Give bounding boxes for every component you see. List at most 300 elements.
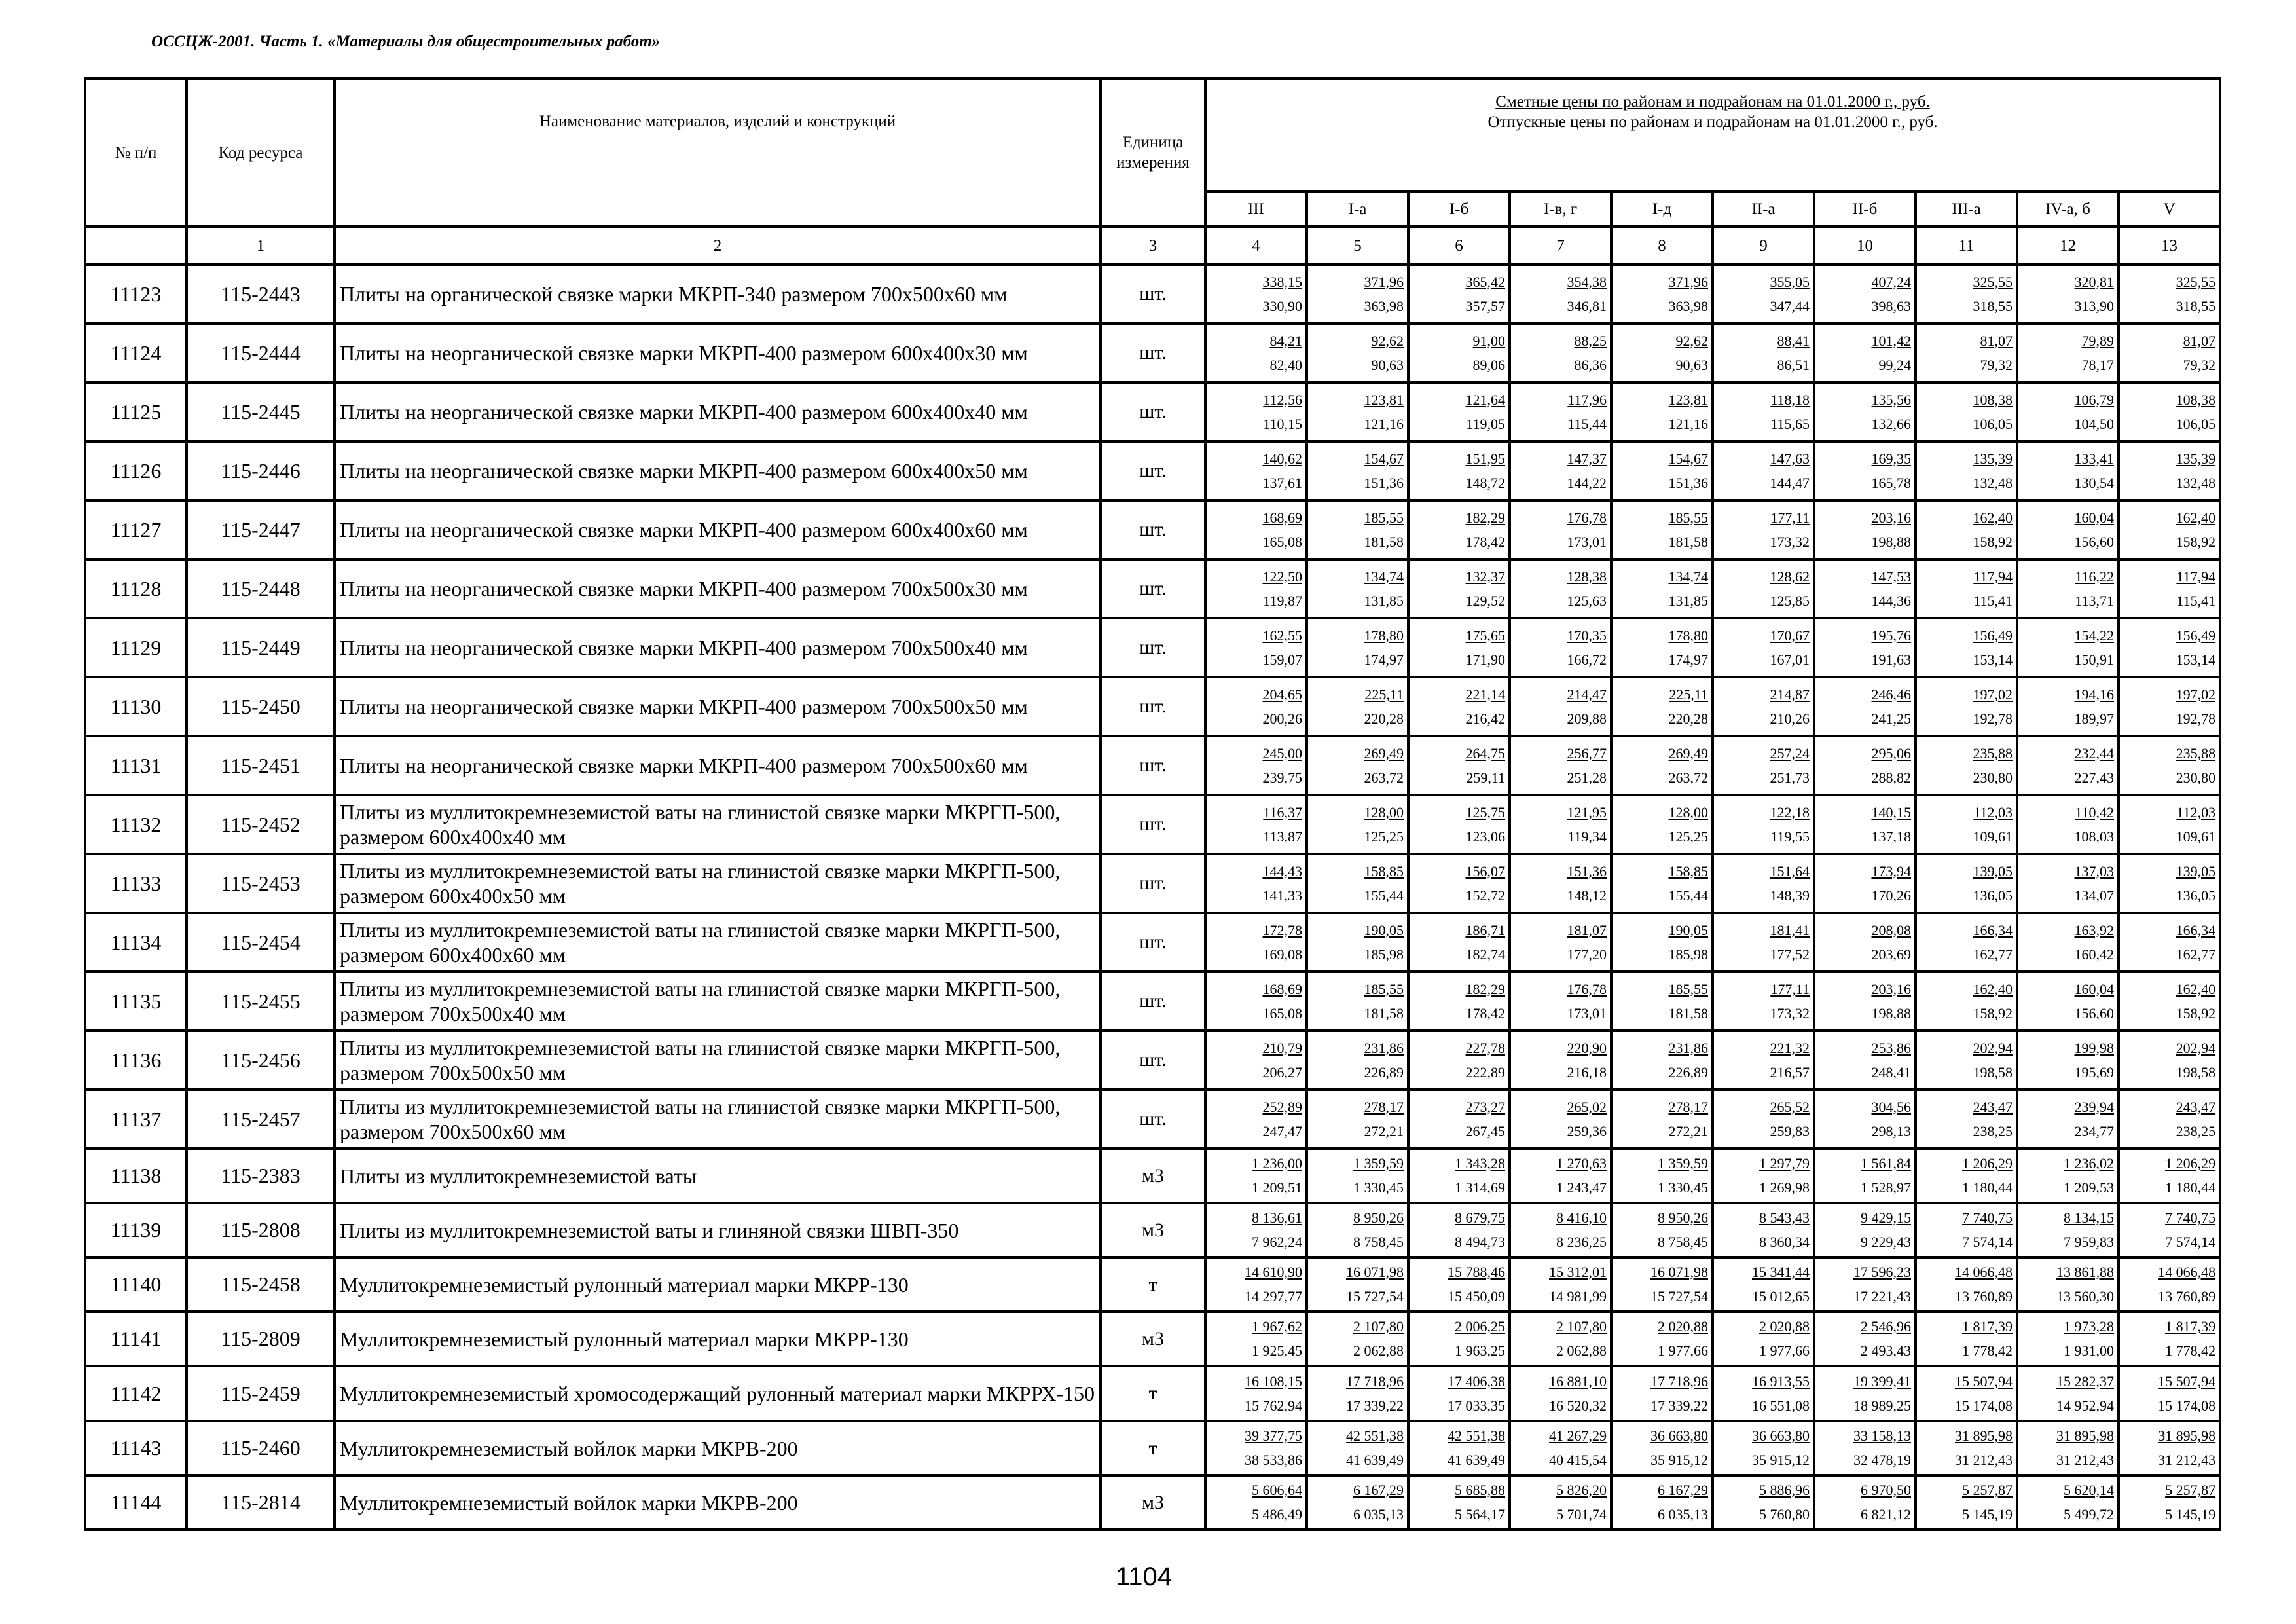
price-cell bbox=[1510, 1090, 1611, 1149]
price-cell bbox=[1713, 1257, 1814, 1312]
price-cell bbox=[2017, 1090, 2119, 1149]
estimate-price: 91,00 bbox=[1472, 332, 1505, 349]
estimate-price: 178,80 bbox=[1364, 627, 1404, 644]
release-price: 1 963,25 bbox=[1455, 1342, 1505, 1359]
release-price: 148,72 bbox=[1465, 474, 1505, 491]
release-price: 230,80 bbox=[1973, 769, 2013, 786]
col-header-prices bbox=[1205, 79, 2220, 191]
price-cell bbox=[1205, 265, 1307, 323]
estimate-price: 36 663,80 bbox=[1752, 1428, 1810, 1444]
release-price: 357,57 bbox=[1465, 297, 1505, 314]
estimate-price: 214,87 bbox=[1770, 686, 1810, 703]
row-number: 11133 bbox=[85, 854, 187, 913]
estimate-price: 1 561,84 bbox=[1861, 1155, 1911, 1172]
row-number: 11125 bbox=[85, 382, 187, 441]
price-cell bbox=[1510, 1312, 1611, 1366]
price-cell bbox=[1814, 1366, 1916, 1421]
release-price: 166,72 bbox=[1567, 651, 1607, 668]
estimate-price: 2 006,25 bbox=[1455, 1318, 1505, 1335]
release-price: 8 494,73 bbox=[1455, 1234, 1505, 1250]
release-price: 31 212,43 bbox=[1955, 1452, 2013, 1468]
release-price: 259,36 bbox=[1567, 1122, 1607, 1139]
row-number: 11143 bbox=[85, 1421, 187, 1475]
col-header-code: Код ресурса bbox=[187, 79, 335, 227]
unit-of-measure: шт. bbox=[1101, 677, 1205, 736]
price-cell bbox=[1814, 559, 1916, 618]
price-cell bbox=[1307, 1031, 1408, 1090]
material-name: Плиты из муллитокремнеземистой ваты и глиняной связки ШВП-350 bbox=[335, 1203, 1101, 1257]
release-price: 185,98 bbox=[1668, 946, 1708, 963]
row-number: 11144 bbox=[85, 1475, 187, 1530]
release-price: 195,69 bbox=[2074, 1063, 2114, 1080]
release-price: 6 035,13 bbox=[1658, 1506, 1708, 1522]
release-price: 7 574,14 bbox=[2165, 1234, 2216, 1250]
price-cell bbox=[1307, 736, 1408, 795]
column-index: 6 bbox=[1408, 227, 1510, 265]
estimate-price: 15 341,44 bbox=[1752, 1264, 1810, 1280]
price-cell bbox=[1814, 1090, 1916, 1149]
price-cell bbox=[1205, 1090, 1307, 1149]
price-cell bbox=[2017, 1312, 2119, 1366]
column-index: 12 bbox=[2017, 227, 2119, 265]
release-price: 318,55 bbox=[2176, 297, 2216, 314]
estimate-price: 132,37 bbox=[1465, 568, 1505, 585]
price-cell bbox=[1713, 1090, 1814, 1149]
release-price: 17 221,43 bbox=[1853, 1288, 1911, 1304]
release-price: 158,92 bbox=[1973, 533, 2013, 550]
estimate-price: 1 973,28 bbox=[2064, 1318, 2114, 1335]
estimate-price: 160,04 bbox=[2074, 980, 2114, 997]
resource-code: 115-2808 bbox=[187, 1203, 335, 1257]
estimate-price: 123,81 bbox=[1364, 391, 1404, 408]
estimate-price: 112,56 bbox=[1263, 391, 1302, 408]
estimate-price: 5 886,96 bbox=[1759, 1482, 1810, 1498]
column-index: 13 bbox=[2119, 227, 2220, 265]
col-header-num: № п/п bbox=[85, 79, 187, 227]
release-price: 16 551,08 bbox=[1752, 1397, 1810, 1414]
release-price: 13 760,89 bbox=[2158, 1288, 2216, 1304]
release-price: 178,42 bbox=[1465, 533, 1505, 550]
price-cell bbox=[2119, 1421, 2220, 1475]
release-price: 6 821,12 bbox=[1861, 1506, 1911, 1522]
price-cell bbox=[1713, 323, 1814, 382]
price-cell bbox=[1611, 1421, 1713, 1475]
price-cell bbox=[1307, 382, 1408, 441]
estimate-price: 92,62 bbox=[1371, 332, 1404, 349]
price-cell bbox=[1408, 677, 1510, 736]
estimate-price: 156,07 bbox=[1465, 862, 1505, 879]
release-price: 78,17 bbox=[2081, 356, 2114, 373]
resource-code: 115-2460 bbox=[187, 1421, 335, 1475]
estimate-price: 197,02 bbox=[1973, 686, 2013, 703]
price-cell bbox=[1205, 1366, 1307, 1421]
estimate-price: 128,38 bbox=[1567, 568, 1607, 585]
material-name: Плиты на неорганической связке марки МКРП-400 размером 700х500х40 мм bbox=[335, 618, 1101, 677]
estimate-price: 190,05 bbox=[1668, 921, 1708, 938]
release-price: 181,58 bbox=[1668, 1005, 1708, 1022]
estimate-price: 214,47 bbox=[1567, 686, 1607, 703]
release-price: 151,36 bbox=[1668, 474, 1708, 491]
release-price: 2 493,43 bbox=[1861, 1342, 1911, 1359]
price-cell bbox=[1307, 913, 1408, 972]
price-cell bbox=[1205, 736, 1307, 795]
release-price: 216,18 bbox=[1567, 1063, 1607, 1080]
unit-of-measure: шт. bbox=[1101, 1090, 1205, 1149]
estimate-price: 79,89 bbox=[2081, 332, 2114, 349]
release-price: 136,05 bbox=[1973, 887, 2013, 904]
release-price: 136,05 bbox=[2176, 887, 2216, 904]
release-price: 8 758,45 bbox=[1658, 1234, 1708, 1250]
price-cell bbox=[1611, 795, 1713, 854]
price-cell bbox=[1713, 677, 1814, 736]
estimate-price: 177,11 bbox=[1770, 980, 1810, 997]
col-header-name: Наименование материалов, изделий и конструкций bbox=[335, 79, 1101, 227]
release-price: 31 212,43 bbox=[2158, 1452, 2216, 1468]
price-cell bbox=[1408, 736, 1510, 795]
row-number: 11142 bbox=[85, 1366, 187, 1421]
table-row bbox=[85, 1149, 2220, 1203]
estimate-price: 36 663,80 bbox=[1650, 1428, 1708, 1444]
price-cell bbox=[1916, 677, 2017, 736]
estimate-price: 265,52 bbox=[1770, 1098, 1810, 1115]
release-price: 167,01 bbox=[1770, 651, 1810, 668]
price-cell bbox=[1611, 677, 1713, 736]
price-cell bbox=[1205, 382, 1307, 441]
price-cell bbox=[2119, 618, 2220, 677]
estimate-price: 5 826,20 bbox=[1556, 1482, 1607, 1498]
resource-code: 115-2454 bbox=[187, 913, 335, 972]
price-cell bbox=[2017, 559, 2119, 618]
price-cell bbox=[1814, 500, 1916, 559]
price-cell bbox=[1408, 323, 1510, 382]
price-cell bbox=[1916, 1031, 2017, 1090]
region-header: IV-a, б bbox=[2017, 191, 2119, 227]
release-price: 200,26 bbox=[1262, 710, 1302, 727]
table-row bbox=[85, 677, 2220, 736]
estimate-price: 239,94 bbox=[2074, 1098, 2114, 1115]
row-number: 11132 bbox=[85, 795, 187, 854]
release-price: 174,97 bbox=[1668, 651, 1708, 668]
estimate-price: 122,50 bbox=[1262, 568, 1302, 585]
table-row bbox=[85, 559, 2220, 618]
release-price: 148,39 bbox=[1770, 887, 1810, 904]
release-price: 14 952,94 bbox=[2056, 1397, 2114, 1414]
estimate-price: 1 236,00 bbox=[1252, 1155, 1302, 1172]
release-price: 169,08 bbox=[1262, 946, 1302, 963]
estimate-price: 338,15 bbox=[1262, 273, 1302, 290]
estimate-price: 1 817,39 bbox=[1962, 1318, 2013, 1335]
estimate-price: 257,24 bbox=[1770, 745, 1810, 762]
region-header: I-б bbox=[1408, 191, 1510, 227]
price-cell bbox=[1814, 736, 1916, 795]
region-header: I-в, г bbox=[1510, 191, 1611, 227]
estimate-price: 304,56 bbox=[1871, 1098, 1911, 1115]
release-price: 119,34 bbox=[1567, 828, 1607, 845]
estimate-price: 1 206,29 bbox=[2165, 1155, 2216, 1172]
region-header: III-a bbox=[1916, 191, 2017, 227]
estimate-price: 195,76 bbox=[1871, 627, 1911, 644]
estimate-price: 190,05 bbox=[1364, 921, 1404, 938]
release-price: 134,07 bbox=[2074, 887, 2114, 904]
resource-code: 115-2814 bbox=[187, 1475, 335, 1530]
price-cell bbox=[1814, 1257, 1916, 1312]
release-price: 1 778,42 bbox=[2165, 1342, 2216, 1359]
material-name: Плиты на неорганической связке марки МКРП-400 размером 700х500х30 мм bbox=[335, 559, 1101, 618]
release-price: 173,32 bbox=[1770, 533, 1810, 550]
price-cell bbox=[2119, 1312, 2220, 1366]
estimate-price: 269,49 bbox=[1668, 745, 1708, 762]
price-cell bbox=[1307, 677, 1408, 736]
release-price: 318,55 bbox=[1973, 297, 2013, 314]
price-cell bbox=[1611, 1366, 1713, 1421]
material-name: Плиты из муллитокремнеземистой ваты на глинистой связке марки МКРГП-500, размером 600х400х50 мм bbox=[335, 854, 1101, 913]
resource-code: 115-2443 bbox=[187, 265, 335, 323]
release-price: 106,05 bbox=[1973, 415, 2013, 432]
release-price: 17 033,35 bbox=[1448, 1397, 1505, 1414]
estimate-price: 221,14 bbox=[1465, 686, 1505, 703]
release-price: 150,91 bbox=[2074, 651, 2114, 668]
release-price: 153,14 bbox=[1973, 651, 2013, 668]
unit-of-measure: т bbox=[1101, 1421, 1205, 1475]
estimate-price: 1 270,63 bbox=[1556, 1155, 1607, 1172]
row-number: 11123 bbox=[85, 265, 187, 323]
release-price: 15 450,09 bbox=[1448, 1288, 1505, 1304]
column-index: 4 bbox=[1205, 227, 1307, 265]
release-price: 198,58 bbox=[2176, 1063, 2216, 1080]
column-index: 5 bbox=[1307, 227, 1408, 265]
price-cell bbox=[1611, 323, 1713, 382]
release-price: 125,25 bbox=[1668, 828, 1708, 845]
release-price: 121,16 bbox=[1364, 415, 1404, 432]
unit-of-measure: шт. bbox=[1101, 1031, 1205, 1090]
resource-code: 115-2456 bbox=[187, 1031, 335, 1090]
release-price: 5 499,72 bbox=[2064, 1506, 2114, 1522]
unit-of-measure: шт. bbox=[1101, 500, 1205, 559]
price-cell bbox=[1611, 1031, 1713, 1090]
price-cell bbox=[2119, 795, 2220, 854]
estimate-price: 137,03 bbox=[2074, 862, 2114, 879]
release-price: 216,57 bbox=[1770, 1063, 1810, 1080]
estimate-price: 185,55 bbox=[1364, 509, 1404, 526]
price-cell bbox=[2119, 677, 2220, 736]
estimate-price: 177,11 bbox=[1770, 509, 1810, 526]
resource-code: 115-2458 bbox=[187, 1257, 335, 1312]
price-cell bbox=[1713, 736, 1814, 795]
estimate-price: 158,85 bbox=[1364, 862, 1404, 879]
release-price: 165,08 bbox=[1262, 1005, 1302, 1022]
price-cell bbox=[1814, 795, 1916, 854]
price-cell bbox=[1307, 972, 1408, 1031]
table-row bbox=[85, 441, 2220, 500]
estimate-price: 81,07 bbox=[1980, 332, 2013, 349]
price-cell bbox=[2119, 854, 2220, 913]
estimate-price: 41 267,29 bbox=[1549, 1428, 1607, 1444]
material-name: Плиты на органической связке марки МКРП-340 размером 700х500х60 мм bbox=[335, 265, 1101, 323]
price-cell bbox=[2017, 1203, 2119, 1257]
column-index: 8 bbox=[1611, 227, 1713, 265]
estimate-price: 199,98 bbox=[2074, 1039, 2114, 1056]
estimate-price: 166,34 bbox=[1973, 921, 2013, 938]
estimate-price: 162,40 bbox=[2176, 509, 2216, 526]
estimate-price: 320,81 bbox=[2074, 273, 2114, 290]
estimate-price: 117,96 bbox=[1567, 391, 1607, 408]
price-cell bbox=[1713, 1475, 1814, 1530]
price-cell bbox=[1916, 913, 2017, 972]
release-price: 131,85 bbox=[1364, 592, 1404, 609]
estimate-price: 16 881,10 bbox=[1549, 1373, 1607, 1390]
release-price: 198,58 bbox=[1973, 1063, 2013, 1080]
price-cell bbox=[2119, 265, 2220, 323]
price-cell bbox=[1510, 559, 1611, 618]
estimate-price: 325,55 bbox=[1973, 273, 2013, 290]
release-price: 192,78 bbox=[2176, 710, 2216, 727]
price-cell bbox=[1814, 1149, 1916, 1203]
price-cell bbox=[1408, 1031, 1510, 1090]
price-cell bbox=[2119, 1149, 2220, 1203]
estimate-price: 1 343,28 bbox=[1455, 1155, 1505, 1172]
release-price: 206,27 bbox=[1262, 1063, 1302, 1080]
estimate-price: 235,88 bbox=[1973, 745, 2013, 762]
price-cell bbox=[1713, 972, 1814, 1031]
unit-of-measure: м3 bbox=[1101, 1149, 1205, 1203]
price-cell bbox=[1916, 854, 2017, 913]
price-cell bbox=[1205, 323, 1307, 382]
document-header: ОССЦЖ-2001. Часть 1. «Материалы для общестроительных работ» bbox=[151, 33, 661, 50]
release-price: 259,83 bbox=[1770, 1122, 1810, 1139]
unit-of-measure: шт. bbox=[1101, 736, 1205, 795]
price-cell bbox=[2017, 265, 2119, 323]
price-cell bbox=[2017, 1421, 2119, 1475]
release-price: 177,52 bbox=[1770, 946, 1810, 963]
estimate-price: 2 020,88 bbox=[1658, 1318, 1708, 1335]
price-cell bbox=[1713, 265, 1814, 323]
price-cell bbox=[1510, 500, 1611, 559]
estimate-price: 185,55 bbox=[1668, 980, 1708, 997]
estimate-price: 2 546,96 bbox=[1861, 1318, 1911, 1335]
estimate-price: 6 167,29 bbox=[1658, 1482, 1708, 1498]
estimate-price: 269,49 bbox=[1364, 745, 1404, 762]
release-price: 115,65 bbox=[1770, 415, 1810, 432]
release-price: 174,97 bbox=[1364, 651, 1404, 668]
estimate-price: 88,41 bbox=[1777, 332, 1810, 349]
release-price: 298,13 bbox=[1871, 1122, 1911, 1139]
price-cell bbox=[1510, 913, 1611, 972]
release-price: 7 962,24 bbox=[1252, 1234, 1302, 1250]
table-row bbox=[85, 1312, 2220, 1366]
release-price: 247,47 bbox=[1262, 1122, 1302, 1139]
resource-code: 115-2452 bbox=[187, 795, 335, 854]
estimate-price: 15 282,37 bbox=[2056, 1373, 2114, 1390]
estimate-price: 8 950,26 bbox=[1658, 1209, 1708, 1226]
table-row bbox=[85, 1031, 2220, 1090]
release-price: 272,21 bbox=[1668, 1122, 1708, 1139]
release-price: 177,20 bbox=[1567, 946, 1607, 963]
estimate-price: 140,15 bbox=[1871, 803, 1911, 821]
price-cell bbox=[1205, 1421, 1307, 1475]
release-price: 313,90 bbox=[2074, 297, 2114, 314]
unit-of-measure: т bbox=[1101, 1366, 1205, 1421]
estimate-price: 7 740,75 bbox=[2165, 1209, 2216, 1226]
row-number: 11129 bbox=[85, 618, 187, 677]
estimate-price: 221,32 bbox=[1770, 1039, 1810, 1056]
material-name: Муллитокремнеземистый войлок марки МКРВ-200 bbox=[335, 1475, 1101, 1530]
price-cell bbox=[1408, 1090, 1510, 1149]
estimate-price: 154,22 bbox=[2074, 627, 2114, 644]
price-cell bbox=[2017, 913, 2119, 972]
unit-of-measure: м3 bbox=[1101, 1475, 1205, 1530]
price-cell bbox=[2119, 323, 2220, 382]
price-cell bbox=[1713, 559, 1814, 618]
release-price: 99,24 bbox=[1878, 356, 1911, 373]
estimate-price: 252,89 bbox=[1262, 1098, 1302, 1115]
release-price: 203,69 bbox=[1871, 946, 1911, 963]
release-price: 165,78 bbox=[1871, 474, 1911, 491]
estimate-price: 128,00 bbox=[1364, 803, 1404, 821]
table-row bbox=[85, 1366, 2220, 1421]
price-cell bbox=[1408, 559, 1510, 618]
estimate-price: 264,75 bbox=[1465, 745, 1505, 762]
estimate-price: 88,25 bbox=[1574, 332, 1607, 349]
price-cell bbox=[2119, 441, 2220, 500]
release-price: 13 560,30 bbox=[2056, 1288, 2114, 1304]
table-row bbox=[85, 1090, 2220, 1149]
unit-of-measure: шт. bbox=[1101, 854, 1205, 913]
release-price: 131,85 bbox=[1668, 592, 1708, 609]
release-price: 5 564,17 bbox=[1455, 1506, 1505, 1522]
price-cell bbox=[1307, 1421, 1408, 1475]
release-price: 141,33 bbox=[1262, 887, 1302, 904]
price-cell bbox=[1713, 1366, 1814, 1421]
estimate-price: 128,62 bbox=[1770, 568, 1810, 585]
release-price: 209,88 bbox=[1567, 710, 1607, 727]
price-cell bbox=[1611, 1257, 1713, 1312]
price-cell bbox=[1611, 382, 1713, 441]
estimate-price: 185,55 bbox=[1364, 980, 1404, 997]
release-price: 288,82 bbox=[1871, 769, 1911, 786]
release-price: 113,87 bbox=[1263, 828, 1302, 845]
release-price: 238,25 bbox=[1973, 1122, 2013, 1139]
price-cell bbox=[1510, 854, 1611, 913]
estimate-price: 243,47 bbox=[1973, 1098, 2013, 1115]
price-cell bbox=[1916, 500, 2017, 559]
table-row bbox=[85, 1475, 2220, 1530]
estimate-price: 16 071,98 bbox=[1346, 1264, 1404, 1280]
price-cell bbox=[1916, 265, 2017, 323]
price-cell bbox=[1611, 1312, 1713, 1366]
price-cell bbox=[1611, 618, 1713, 677]
estimate-price: 5 620,14 bbox=[2064, 1482, 2114, 1498]
release-price: 9 229,43 bbox=[1861, 1234, 1911, 1250]
estimate-price: 8 950,26 bbox=[1353, 1209, 1404, 1226]
release-price: 109,61 bbox=[2176, 828, 2216, 845]
release-price: 158,92 bbox=[2176, 533, 2216, 550]
release-price: 144,36 bbox=[1871, 592, 1911, 609]
release-price: 41 639,49 bbox=[1346, 1452, 1404, 1468]
release-price: 82,40 bbox=[1269, 356, 1302, 373]
estimate-price: 151,95 bbox=[1465, 450, 1505, 467]
price-cell bbox=[1611, 265, 1713, 323]
estimate-price: 8 134,15 bbox=[2064, 1209, 2114, 1226]
estimate-price: 243,47 bbox=[2176, 1098, 2216, 1115]
estimate-price: 140,62 bbox=[1262, 450, 1302, 467]
estimate-price: 16 913,55 bbox=[1752, 1373, 1810, 1390]
release-price: 153,14 bbox=[2176, 651, 2216, 668]
estimate-price: 112,03 bbox=[1973, 803, 2013, 821]
estimate-price: 108,38 bbox=[1973, 391, 2013, 408]
price-cell bbox=[1916, 1366, 2017, 1421]
release-price: 110,15 bbox=[1263, 415, 1302, 432]
price-cell bbox=[1510, 677, 1611, 736]
